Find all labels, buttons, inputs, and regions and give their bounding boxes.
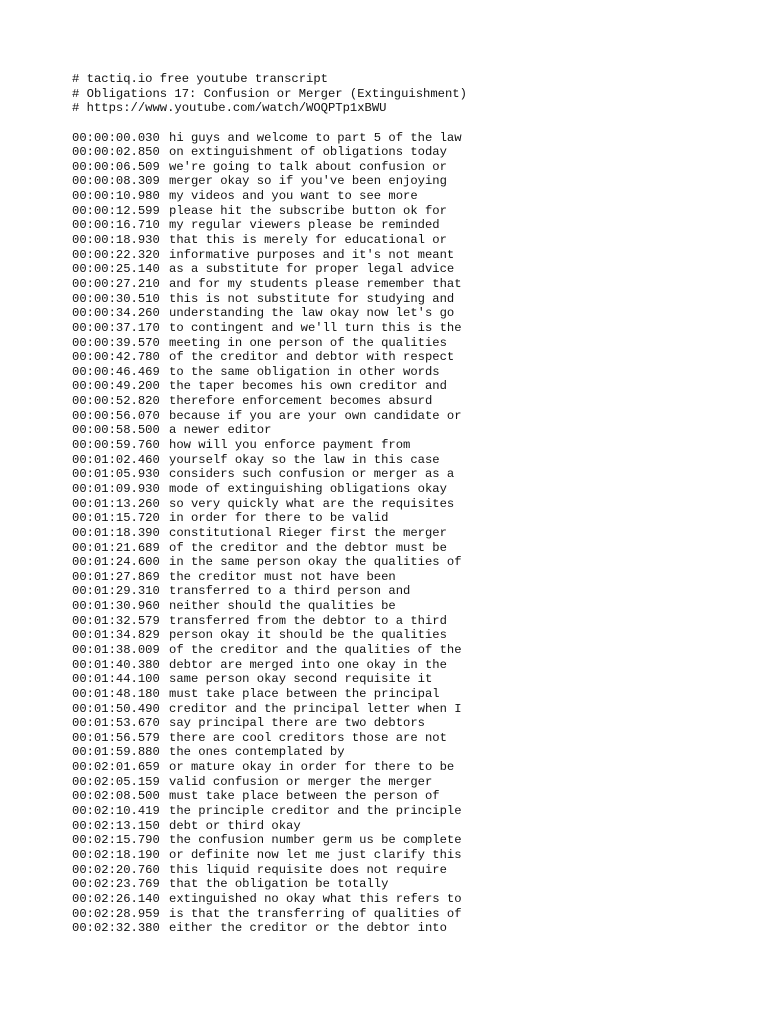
transcript-line bbox=[72, 614, 732, 629]
caption-text: a newer editor bbox=[169, 423, 272, 438]
caption-text: the taper becomes his own creditor and bbox=[169, 379, 447, 394]
caption-text: transferred to a third person and bbox=[169, 584, 411, 599]
transcript-line bbox=[72, 687, 732, 702]
caption-text: creditor and the principal letter when I bbox=[169, 701, 462, 716]
transcript-line bbox=[72, 833, 732, 848]
timestamp: 00:00:56.070 bbox=[72, 408, 160, 423]
transcript-line bbox=[72, 511, 732, 526]
caption-text: or mature okay in order for there to be bbox=[169, 760, 455, 775]
caption-text: of the creditor and the qualities of the bbox=[169, 642, 462, 657]
timestamp: 00:00:59.760 bbox=[72, 438, 160, 453]
timestamp: 00:00:37.170 bbox=[72, 320, 160, 335]
caption-text: constitutional Rieger first the merger bbox=[169, 525, 447, 540]
transcript-line bbox=[72, 482, 732, 497]
timestamp: 00:01:48.180 bbox=[72, 686, 160, 701]
timestamp: 00:02:32.380 bbox=[72, 921, 160, 936]
transcript-line bbox=[72, 394, 732, 409]
caption-text: or definite now let me just clarify this bbox=[169, 847, 462, 862]
timestamp: 00:00:30.510 bbox=[72, 291, 160, 306]
caption-text: neither should the qualities be bbox=[169, 599, 396, 614]
transcript-line bbox=[72, 570, 732, 585]
transcript-line bbox=[72, 497, 732, 512]
timestamp: 00:01:59.880 bbox=[72, 745, 160, 760]
transcript-line bbox=[72, 423, 732, 438]
caption-text: this is not substitute for studying and bbox=[169, 291, 455, 306]
header-line-url: # https://www.youtube.com/watch/WOQPTp1xBWU bbox=[72, 101, 387, 116]
transcript-line bbox=[72, 760, 732, 775]
timestamp: 00:02:08.500 bbox=[72, 789, 160, 804]
timestamp: 00:01:56.579 bbox=[72, 730, 160, 745]
transcript-line bbox=[72, 409, 732, 424]
timestamp: 00:01:05.930 bbox=[72, 467, 160, 482]
caption-text: because if you are your own candidate or bbox=[169, 408, 462, 423]
caption-text: must take place between the person of bbox=[169, 789, 440, 804]
transcript-line bbox=[72, 745, 732, 760]
caption-text: therefore enforcement becomes absurd bbox=[169, 394, 433, 409]
transcript-line bbox=[72, 555, 732, 570]
timestamp: 00:01:21.689 bbox=[72, 540, 160, 555]
timestamp: 00:01:02.460 bbox=[72, 452, 160, 467]
caption-text: either the creditor or the debtor into bbox=[169, 921, 447, 936]
caption-text: considers such confusion or merger as a bbox=[169, 467, 455, 482]
header-gap bbox=[72, 116, 732, 131]
transcript-body bbox=[72, 131, 732, 936]
caption-text: person okay it should be the qualities bbox=[169, 628, 447, 643]
timestamp: 00:00:18.930 bbox=[72, 233, 160, 248]
timestamp: 00:00:25.140 bbox=[72, 262, 160, 277]
caption-text: on extinguishment of obligations today bbox=[169, 145, 447, 160]
transcript-line bbox=[72, 716, 732, 731]
transcript-line bbox=[72, 277, 732, 292]
timestamp: 00:02:01.659 bbox=[72, 760, 160, 775]
timestamp: 00:01:09.930 bbox=[72, 481, 160, 496]
header-line-title: # Obligations 17: Confusion or Merger (Extinguishment) bbox=[72, 86, 467, 101]
caption-text: of the creditor and the debtor must be bbox=[169, 540, 447, 555]
timestamp: 00:00:34.260 bbox=[72, 306, 160, 321]
timestamp: 00:00:02.850 bbox=[72, 145, 160, 160]
timestamp: 00:00:16.710 bbox=[72, 218, 160, 233]
timestamp: 00:01:50.490 bbox=[72, 701, 160, 716]
transcript-line bbox=[72, 379, 732, 394]
transcript-line bbox=[72, 643, 732, 658]
caption-text: to contingent and we'll turn this is the bbox=[169, 320, 462, 335]
transcript-line bbox=[72, 907, 732, 922]
transcript-line bbox=[72, 863, 732, 878]
caption-text: debt or third okay bbox=[169, 818, 301, 833]
caption-text: mode of extinguishing obligations okay bbox=[169, 481, 447, 496]
transcript-line bbox=[72, 306, 732, 321]
transcript-line bbox=[72, 731, 732, 746]
timestamp: 00:01:32.579 bbox=[72, 613, 160, 628]
timestamp: 00:02:15.790 bbox=[72, 833, 160, 848]
caption-text: extinguished no okay what this refers to bbox=[169, 891, 462, 906]
timestamp: 00:01:29.310 bbox=[72, 584, 160, 599]
caption-text: yourself okay so the law in this case bbox=[169, 452, 440, 467]
transcript-line bbox=[72, 892, 732, 907]
caption-text: and for my students please remember that bbox=[169, 276, 462, 291]
transcript-line bbox=[72, 453, 732, 468]
transcript-page bbox=[72, 72, 732, 936]
timestamp: 00:01:13.260 bbox=[72, 496, 160, 511]
caption-text: hi guys and welcome to part 5 of the law bbox=[169, 130, 462, 145]
timestamp: 00:00:00.030 bbox=[72, 130, 160, 145]
transcript-line bbox=[72, 628, 732, 643]
caption-text: we're going to talk about confusion or bbox=[169, 159, 447, 174]
transcript-line bbox=[72, 204, 732, 219]
caption-text: valid confusion or merger the merger bbox=[169, 774, 433, 789]
caption-text: must take place between the principal bbox=[169, 686, 440, 701]
transcript-line bbox=[72, 599, 732, 614]
header-line-source: # tactiq.io free youtube transcript bbox=[72, 72, 328, 86]
caption-text: merger okay so if you've been enjoying bbox=[169, 174, 447, 189]
transcript-line bbox=[72, 248, 732, 263]
timestamp: 00:00:27.210 bbox=[72, 276, 160, 291]
timestamp: 00:01:44.100 bbox=[72, 672, 160, 687]
timestamp: 00:00:58.500 bbox=[72, 423, 160, 438]
timestamp: 00:01:53.670 bbox=[72, 716, 160, 731]
caption-text: in the same person okay the qualities of bbox=[169, 555, 462, 570]
caption-text: same person okay second requisite it bbox=[169, 672, 433, 687]
transcript-line bbox=[72, 174, 732, 189]
timestamp: 00:01:27.869 bbox=[72, 569, 160, 584]
transcript-line bbox=[72, 350, 732, 365]
transcript-line bbox=[72, 262, 732, 277]
caption-text: the creditor must not have been bbox=[169, 569, 396, 584]
transcript-line bbox=[72, 365, 732, 380]
caption-text: as a substitute for proper legal advice bbox=[169, 262, 455, 277]
transcript-line bbox=[72, 819, 732, 834]
timestamp: 00:02:20.760 bbox=[72, 862, 160, 877]
caption-text: informative purposes and it's not meant bbox=[169, 247, 455, 262]
timestamp: 00:02:28.959 bbox=[72, 906, 160, 921]
timestamp: 00:02:13.150 bbox=[72, 818, 160, 833]
timestamp: 00:01:34.829 bbox=[72, 628, 160, 643]
caption-text: my regular viewers please be reminded bbox=[169, 218, 440, 233]
transcript-line bbox=[72, 292, 732, 307]
transcript-line bbox=[72, 672, 732, 687]
caption-text: how will you enforce payment from bbox=[169, 438, 411, 453]
transcript-line bbox=[72, 145, 732, 160]
transcript-line bbox=[72, 321, 732, 336]
caption-text: that the obligation be totally bbox=[169, 877, 389, 892]
caption-text: this liquid requisite does not require bbox=[169, 862, 447, 877]
timestamp: 00:01:38.009 bbox=[72, 642, 160, 657]
transcript-line bbox=[72, 438, 732, 453]
caption-text: so very quickly what are the requisites bbox=[169, 496, 455, 511]
transcript-line bbox=[72, 804, 732, 819]
transcript-line bbox=[72, 131, 732, 146]
timestamp: 00:02:26.140 bbox=[72, 891, 160, 906]
timestamp: 00:00:42.780 bbox=[72, 350, 160, 365]
timestamp: 00:02:05.159 bbox=[72, 774, 160, 789]
caption-text: the ones contemplated by bbox=[169, 745, 345, 760]
transcript-line bbox=[72, 702, 732, 717]
transcript-line bbox=[72, 218, 732, 233]
timestamp: 00:01:24.600 bbox=[72, 555, 160, 570]
caption-text: understanding the law okay now let's go bbox=[169, 306, 455, 321]
timestamp: 00:00:10.980 bbox=[72, 189, 160, 204]
transcript-line bbox=[72, 877, 732, 892]
timestamp: 00:02:18.190 bbox=[72, 847, 160, 862]
caption-text: the principle creditor and the principle bbox=[169, 804, 462, 819]
transcript-line bbox=[72, 336, 732, 351]
caption-text: transferred from the debtor to a third bbox=[169, 613, 447, 628]
timestamp: 00:02:23.769 bbox=[72, 877, 160, 892]
transcript-line bbox=[72, 467, 732, 482]
transcript-line bbox=[72, 921, 732, 936]
transcript-line bbox=[72, 233, 732, 248]
transcript-line bbox=[72, 658, 732, 673]
caption-text: in order for there to be valid bbox=[169, 511, 389, 526]
timestamp: 00:00:22.320 bbox=[72, 247, 160, 262]
timestamp: 00:01:30.960 bbox=[72, 599, 160, 614]
transcript-line bbox=[72, 775, 732, 790]
transcript-line bbox=[72, 526, 732, 541]
caption-text: there are cool creditors those are not bbox=[169, 730, 447, 745]
timestamp: 00:00:52.820 bbox=[72, 394, 160, 409]
caption-text: the confusion number germ us be complete bbox=[169, 833, 462, 848]
transcript-line bbox=[72, 584, 732, 599]
timestamp: 00:00:08.309 bbox=[72, 174, 160, 189]
caption-text: is that the transferring of qualities of bbox=[169, 906, 462, 921]
transcript-line bbox=[72, 189, 732, 204]
timestamp: 00:01:40.380 bbox=[72, 657, 160, 672]
caption-text: to the same obligation in other words bbox=[169, 364, 440, 379]
transcript-line bbox=[72, 789, 732, 804]
timestamp: 00:00:46.469 bbox=[72, 364, 160, 379]
caption-text: my videos and you want to see more bbox=[169, 189, 418, 204]
caption-text: say principal there are two debtors bbox=[169, 716, 425, 731]
caption-text: debtor are merged into one okay in the bbox=[169, 657, 447, 672]
caption-text: meeting in one person of the qualities bbox=[169, 335, 447, 350]
transcript-line bbox=[72, 541, 732, 556]
timestamp: 00:01:18.390 bbox=[72, 525, 160, 540]
timestamp: 00:00:12.599 bbox=[72, 203, 160, 218]
caption-text: that this is merely for educational or bbox=[169, 233, 447, 248]
timestamp: 00:00:06.509 bbox=[72, 159, 160, 174]
transcript-line bbox=[72, 848, 732, 863]
timestamp: 00:00:49.200 bbox=[72, 379, 160, 394]
timestamp: 00:02:10.419 bbox=[72, 804, 160, 819]
transcript-line bbox=[72, 160, 732, 175]
caption-text: please hit the subscribe button ok for bbox=[169, 203, 447, 218]
timestamp: 00:00:39.570 bbox=[72, 335, 160, 350]
caption-text: of the creditor and debtor with respect bbox=[169, 350, 455, 365]
timestamp: 00:01:15.720 bbox=[72, 511, 160, 526]
